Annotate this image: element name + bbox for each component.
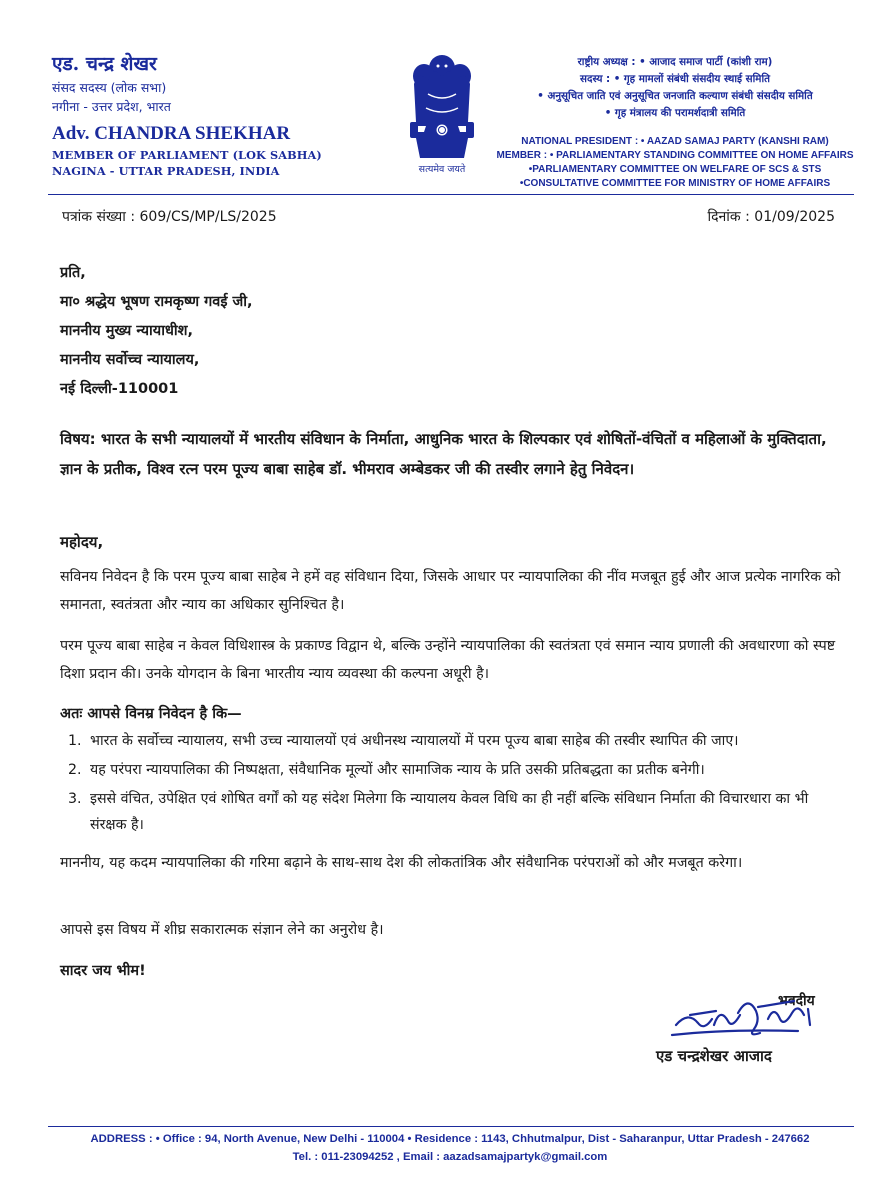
emblem-motto: सत्यमेव जयते [418, 164, 466, 175]
list-item-number: 2. [68, 762, 82, 778]
letterhead-right [495, 53, 855, 192]
role-hindi-3: • अनुसूचित जाति एवं अनुसूचित जनजाति कल्याण संबंधी संसदीय समिति [537, 90, 813, 102]
body-paragraph: परम पूज्य बाबा साहेब न केवल विधिशास्त्र के प्रकाण्ड विद्वान थे, बल्कि उन्होंने न्यायपालिका की स्वतंत्रता एवं समान न्याय प्रणाली की अवधारणा को स्पष्ट दिशा प्रदान की। उनके योगदान के बिना भारतीय न्याय व्यवस्था की कल्पना अधूरी है। [60, 638, 836, 682]
list-item-text: इससे वंचित, उपेक्षित एवं शोषित वर्गों को यह संदेश मिलेगा कि न्यायालय केवल विधि का ही नहीं बल्कि संविधान निर्माता की विचारधारा का भी संरक्षक है। [90, 791, 809, 833]
list-item-number: 1. [68, 733, 82, 749]
sender-name-english: Adv. CHANDRA SHEKHAR [52, 123, 291, 144]
role-english-3: •PARLIAMENTARY COMMITTEE ON WELFARE OF SCS & STS [528, 164, 822, 175]
list-item [68, 786, 844, 838]
sender-designation-english: MEMBER OF PARLIAMENT (LOK SABHA) [52, 148, 322, 162]
list-item [68, 728, 844, 754]
body-paragraph: आपसे इस विषय में शीघ्र सकारात्मक संज्ञान लेने का अनुरोध है। [60, 922, 384, 938]
salutation: महोदय, [60, 533, 104, 551]
role-hindi-1: राष्ट्रीय अध्यक्ष : • आजाद समाज पार्टी (कांशी राम) [577, 56, 773, 68]
recipient-line: माननीय मुख्य न्यायाधीश, [60, 323, 193, 339]
sender-constituency-english: NAGINA - UTTAR PRADESH, INDIA [52, 164, 280, 178]
list-item [68, 757, 844, 783]
role-english-2: MEMBER : • PARLIAMENTARY STANDING COMMITTEE ON HOME AFFAIRS [496, 150, 854, 161]
recipient-address [60, 262, 253, 407]
recipient-line: नई दिल्ली-110001 [60, 381, 179, 397]
role-english-1: NATIONAL PRESIDENT : • AAZAD SAMAJ PARTY (KANSHI RAM) [521, 136, 829, 147]
recipient-line: मा० श्रद्धेय भूषण रामकृष्ण गवई जी, [60, 294, 253, 310]
body-paragraph: सविनय निवेदन है कि परम पूज्य बाबा साहेब ने हमें वह संविधान दिया, जिसके आधार पर न्यायपालिका की नींव मजबूत हुई और आज प्रत्येक नागरिक को समानता, स्वतंत्रता और न्याय का अधिकार सुनिश्चित है। [60, 569, 841, 613]
letterhead-footer [40, 1133, 860, 1163]
header-divider [48, 194, 854, 195]
list-item-number: 3. [68, 791, 82, 807]
footer-divider [48, 1126, 854, 1127]
footer-address: ADDRESS : • Office : 94, North Avenue, New Delhi - 110004 • Residence : 1143, Chhutmalpur, Dist - Saharanpur, Uttar Pradesh - 247662 [90, 1133, 810, 1145]
request-list [68, 728, 844, 841]
body-paragraph: माननीय, यह कदम न्यायपालिका की गरिमा बढ़ाने के साथ-साथ देश की लोकतांत्रिक और संवैधानिक परंपराओं को और मजबूत करेगा। [60, 855, 743, 871]
subject-line: विषय: भारत के सभी न्यायालयों में भारतीय संविधान के निर्माता, आधुनिक भारत के शिल्पकार एवं शोषितों-वंचितों व महिलाओं के मुक्तिदाता, ज्ञान के प्रतीक, विश्व रत्न परम पूज्य बाबा साहेब डॉ. भीमराव अम्बेडकर जी की तस्वीर लगाने हेतु निवेदन। [60, 430, 827, 478]
list-item-text: यह परंपरा न्यायपालिका की निष्पक्षता, संवैधानिक मूल्यों और सामाजिक न्याय के प्रति उसकी प्रतिबद्धता का प्रतीक बनेगी। [90, 762, 705, 778]
sender-name-hindi: एड. चन्द्र शेखर [52, 53, 157, 75]
recipient-line: माननीय सर्वोच्च न्यायालय, [60, 352, 200, 368]
role-hindi-2: सदस्य : • गृह मामलों संबंधी संसदीय स्थाई समिति [580, 73, 770, 85]
yours-faithfully: भवदीय [778, 993, 815, 1009]
closing-salutation: सादर जय भीम! [60, 963, 146, 979]
national-emblem-icon [398, 50, 486, 178]
role-hindi-4: • गृह मंत्रालय की परामर्शदात्री समिति [604, 107, 746, 119]
role-english-4: •CONSULTATIVE COMMITTEE FOR MINISTRY OF HOME AFFAIRS [519, 178, 831, 189]
recipient-line: प्रति, [60, 265, 86, 281]
sender-constituency-hindi: नगीना - उत्तर प्रदेश, भारत [52, 99, 171, 114]
list-item-text: भारत के सर्वोच्च न्यायालय, सभी उच्च न्यायालयों एवं अधीनस्थ न्यायालयों में परम पूज्य बाबा साहेब की तस्वीर स्थापित की जाए। [90, 733, 739, 749]
sender-designation-hindi: संसद सदस्य (लोक सभा) [52, 80, 167, 95]
request-heading: अतः आपसे विनम्र निवेदन है कि— [60, 706, 242, 722]
signature-icon [668, 985, 838, 1045]
footer-contact: Tel. : 011-23094252 , Email : aazadsamajpartyk@gmail.com [292, 1151, 608, 1163]
letterhead-left [52, 50, 382, 180]
reference-number: पत्रांक संख्या : 609/CS/MP/LS/2025 [62, 209, 277, 225]
signer-name: एड चन्द्रशेखर आजाद [656, 1047, 772, 1065]
letter-date: दिनांक : 01/09/2025 [707, 209, 835, 225]
